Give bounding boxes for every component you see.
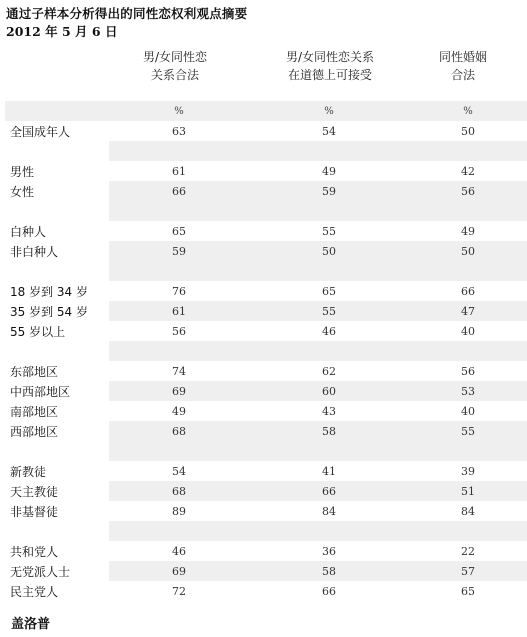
value-cell: 66 bbox=[461, 284, 475, 298]
table-row bbox=[5, 581, 527, 601]
value-cell: 55 bbox=[322, 224, 336, 238]
value-cell: 56 bbox=[409, 181, 527, 201]
table-row bbox=[5, 541, 527, 561]
value-cell: 39 bbox=[461, 464, 475, 478]
row-label: 女性 bbox=[5, 181, 109, 201]
unit-cell: % bbox=[109, 101, 249, 121]
spacer-cell bbox=[409, 261, 527, 281]
table-row bbox=[5, 501, 527, 521]
row-label: 非基督徒 bbox=[5, 501, 109, 521]
column-header-line: 在道德上可接受 bbox=[287, 68, 372, 82]
spacer-cell bbox=[5, 341, 109, 361]
row-label: 白种人 bbox=[5, 221, 109, 241]
spacer-cell bbox=[249, 201, 409, 221]
spacer-cell bbox=[249, 441, 409, 461]
value-cell: 55 bbox=[409, 421, 527, 441]
row-label: 东部地区 bbox=[5, 361, 109, 381]
row-label: 全国成年人 bbox=[5, 121, 109, 141]
value-cell: 55 bbox=[249, 301, 409, 321]
value-cell: 76 bbox=[172, 284, 186, 298]
spacer-cell bbox=[409, 141, 527, 161]
subgroup-table bbox=[5, 101, 527, 601]
table-row bbox=[5, 181, 527, 201]
row-label: 中西部地区 bbox=[5, 381, 109, 401]
table-row bbox=[5, 301, 527, 321]
spacer-cell bbox=[409, 341, 527, 361]
value-cell: 54 bbox=[322, 124, 336, 138]
table-row bbox=[5, 561, 527, 581]
spacer-cell bbox=[5, 201, 109, 221]
value-cell: 22 bbox=[461, 544, 475, 558]
table-row bbox=[5, 481, 527, 501]
row-label: 无党派人士 bbox=[5, 561, 109, 581]
spacer-cell bbox=[5, 141, 109, 161]
row-label: 南部地区 bbox=[5, 401, 109, 421]
value-cell: 46 bbox=[322, 324, 336, 338]
value-cell: 49 bbox=[461, 224, 475, 238]
value-cell: 47 bbox=[409, 301, 527, 321]
value-cell: 53 bbox=[409, 381, 527, 401]
spacer-cell bbox=[109, 341, 249, 361]
table-row bbox=[5, 221, 527, 241]
row-label: 民主党人 bbox=[5, 581, 109, 601]
value-cell: 46 bbox=[172, 544, 186, 558]
column-header-line: 男/女同性恋 bbox=[142, 50, 208, 64]
value-cell: 41 bbox=[322, 464, 336, 478]
value-cell: 61 bbox=[172, 164, 186, 178]
unit-row-label bbox=[5, 101, 109, 121]
row-label: 18 岁到 34 岁 bbox=[5, 281, 109, 301]
value-cell: 68 bbox=[109, 481, 249, 501]
value-cell: 59 bbox=[249, 181, 409, 201]
row-label: 天主教徒 bbox=[5, 481, 109, 501]
spacer-cell bbox=[409, 201, 527, 221]
value-cell: 84 bbox=[461, 504, 475, 518]
spacer-cell bbox=[109, 201, 249, 221]
value-cell: 61 bbox=[109, 301, 249, 321]
table-row bbox=[5, 161, 527, 181]
table-row bbox=[5, 401, 527, 421]
spacer-row bbox=[5, 341, 527, 361]
value-cell: 66 bbox=[322, 584, 336, 598]
value-cell: 59 bbox=[109, 241, 249, 261]
value-cell: 84 bbox=[322, 504, 336, 518]
value-cell: 69 bbox=[109, 381, 249, 401]
value-cell: 50 bbox=[461, 124, 475, 138]
value-cell: 66 bbox=[249, 481, 409, 501]
value-cell: 50 bbox=[249, 241, 409, 261]
spacer-row bbox=[5, 441, 527, 461]
value-cell: 74 bbox=[172, 364, 186, 378]
value-cell: 69 bbox=[109, 561, 249, 581]
spacer-row bbox=[5, 141, 527, 161]
spacer-cell bbox=[109, 441, 249, 461]
value-cell: 49 bbox=[172, 404, 186, 418]
table-row bbox=[5, 421, 527, 441]
value-cell: 58 bbox=[249, 561, 409, 581]
column-header-legal-relations bbox=[95, 48, 255, 84]
value-cell: 50 bbox=[409, 241, 527, 261]
row-label: 非白种人 bbox=[5, 241, 109, 261]
spacer-row bbox=[5, 521, 527, 541]
spacer-cell bbox=[5, 261, 109, 281]
value-cell: 40 bbox=[461, 404, 475, 418]
spacer-cell bbox=[109, 521, 249, 541]
value-cell: 72 bbox=[172, 584, 186, 598]
spacer-cell bbox=[109, 261, 249, 281]
value-cell: 40 bbox=[461, 324, 475, 338]
value-cell: 89 bbox=[172, 504, 186, 518]
unit-cell: % bbox=[409, 101, 527, 121]
value-cell: 68 bbox=[109, 421, 249, 441]
value-cell: 56 bbox=[461, 364, 475, 378]
row-label: 新教徒 bbox=[5, 461, 109, 481]
table-row bbox=[5, 281, 527, 301]
value-cell: 65 bbox=[461, 584, 475, 598]
value-cell: 60 bbox=[249, 381, 409, 401]
value-cell: 65 bbox=[172, 224, 186, 238]
table-body bbox=[5, 101, 527, 601]
value-cell: 43 bbox=[322, 404, 336, 418]
table-row bbox=[5, 461, 527, 481]
value-cell: 62 bbox=[322, 364, 336, 378]
row-label: 共和党人 bbox=[5, 541, 109, 561]
table-row bbox=[5, 121, 527, 141]
row-label: 55 岁以上 bbox=[5, 321, 109, 341]
value-cell: 49 bbox=[322, 164, 336, 178]
column-header-line: 合法 bbox=[450, 68, 475, 82]
column-header-line: 关系合法 bbox=[150, 68, 199, 82]
column-header-line: 男/女同性恋关系 bbox=[285, 50, 375, 64]
spacer-cell bbox=[249, 341, 409, 361]
spacer-row bbox=[5, 261, 527, 281]
spacer-row bbox=[5, 201, 527, 221]
row-label: 35 岁到 54 岁 bbox=[5, 301, 109, 321]
value-cell: 56 bbox=[172, 324, 186, 338]
spacer-cell bbox=[249, 261, 409, 281]
spacer-cell bbox=[409, 521, 527, 541]
value-cell: 42 bbox=[461, 164, 475, 178]
value-cell: 65 bbox=[322, 284, 336, 298]
value-cell: 63 bbox=[172, 124, 186, 138]
value-cell: 51 bbox=[409, 481, 527, 501]
unit-row bbox=[5, 101, 527, 121]
row-label: 男性 bbox=[5, 161, 109, 181]
value-cell: 58 bbox=[249, 421, 409, 441]
spacer-cell bbox=[249, 141, 409, 161]
value-cell: 36 bbox=[322, 544, 336, 558]
spacer-cell bbox=[5, 521, 109, 541]
value-cell: 54 bbox=[172, 464, 186, 478]
value-cell: 66 bbox=[109, 181, 249, 201]
spacer-cell bbox=[109, 141, 249, 161]
source-label: 盖洛普 bbox=[11, 617, 51, 632]
table-row bbox=[5, 321, 527, 341]
spacer-cell bbox=[249, 521, 409, 541]
value-cell: 57 bbox=[409, 561, 527, 581]
column-header-line: 同性婚姻 bbox=[438, 50, 487, 64]
spacer-cell bbox=[5, 441, 109, 461]
table-row bbox=[5, 241, 527, 261]
spacer-cell bbox=[409, 441, 527, 461]
unit-cell: % bbox=[249, 101, 409, 121]
report-title: 通过子样本分析得出的同性恋权利观点摘要 bbox=[6, 6, 248, 21]
table-row bbox=[5, 361, 527, 381]
row-label: 西部地区 bbox=[5, 421, 109, 441]
report-date: 2012 年 5 月 6 日 bbox=[6, 24, 118, 39]
table-row bbox=[5, 381, 527, 401]
column-header-same-sex-marriage bbox=[383, 48, 527, 84]
